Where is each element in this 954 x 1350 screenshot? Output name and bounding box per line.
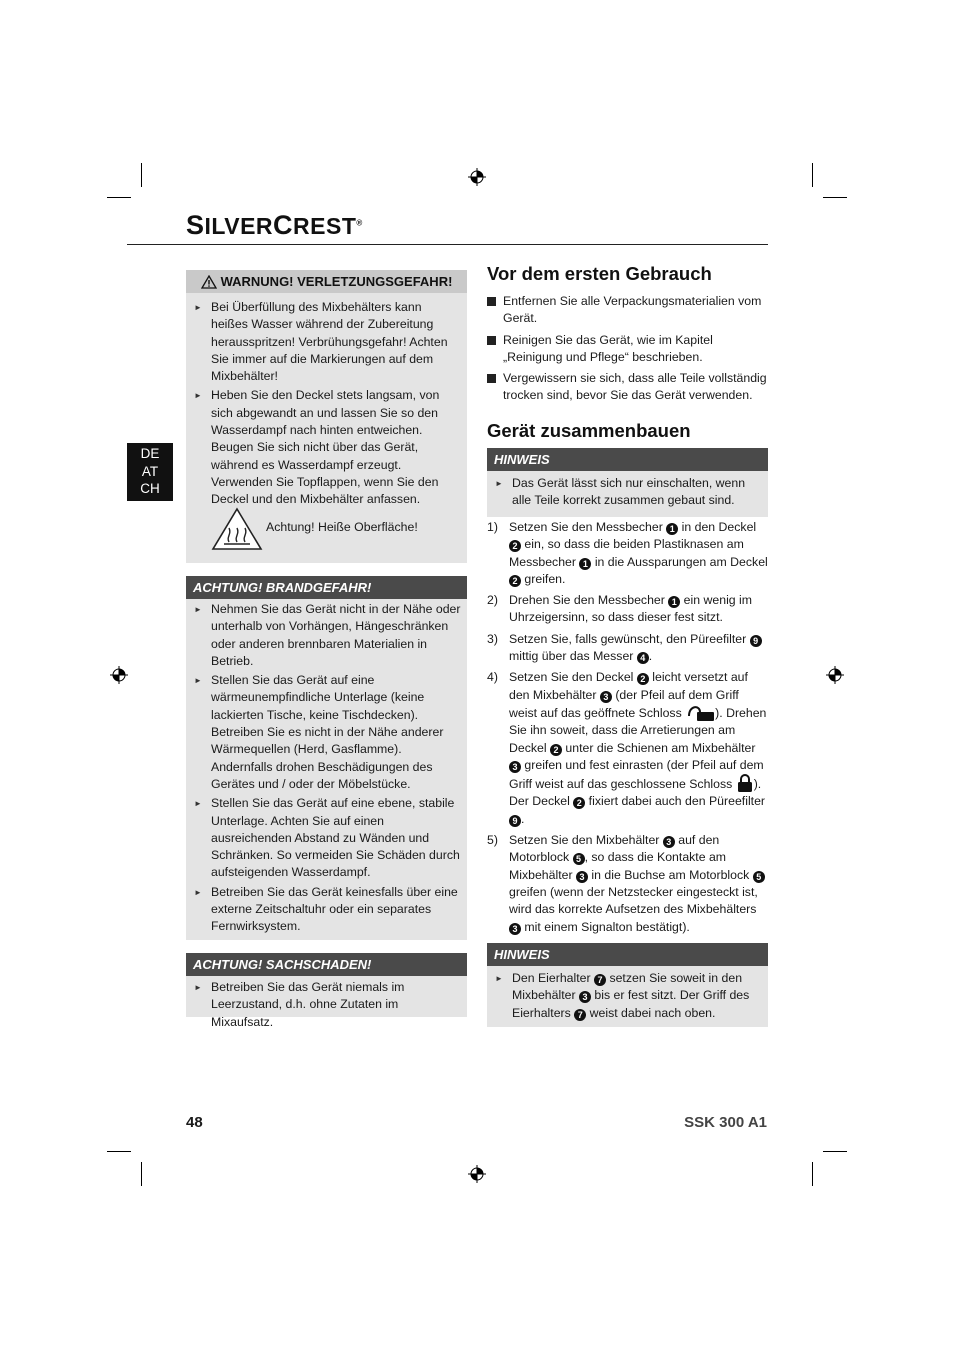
crop-mark: [823, 197, 847, 198]
hot-surface-notice: Achtung! Heiße Oberfläche!: [210, 506, 264, 552]
part-number-badge: 9: [509, 815, 521, 827]
part-number-badge: 1: [668, 596, 680, 608]
part-number-badge: 5: [753, 871, 765, 883]
registration-mark-icon: [468, 1165, 486, 1183]
header-rule: [127, 244, 768, 245]
part-number-badge: 1: [579, 558, 591, 570]
list-item: ► Den Eierhalter 7 setzen Sie soweit in den Mixbehälter 3 bis er fest sitzt. Der Griff des Eierhalters 7 weist dabei nach oben.: [487, 970, 762, 1022]
part-number-badge: 7: [574, 1009, 586, 1021]
crop-mark: [823, 1151, 847, 1152]
list-item: ► Stellen Sie das Gerät auf eine ebene, stabile Unterlage. Achten Sie auf einen ausreichenden Abstand zu Wänden und Schränken. So vermeiden Sie Schäden durch aufsteigenden Wasserdampf.: [186, 795, 462, 881]
crop-mark: [812, 1162, 813, 1186]
brand-logo: SILVERCREST®: [186, 210, 363, 240]
page-number: 48: [186, 1114, 203, 1131]
assembly-steps: [487, 519, 770, 940]
part-number-badge: 3: [579, 991, 591, 1003]
part-number-badge: 2: [550, 744, 562, 756]
step-number: 3): [487, 631, 498, 646]
crop-mark: [812, 163, 813, 187]
assembly-section: [487, 420, 768, 442]
list-item: ► Betreiben Sie das Gerät niemals im Leerzustand, d.h. ohne Zutaten im Mixaufsatz.: [186, 979, 459, 1031]
section-heading: Gerät zusammenbauen: [487, 420, 691, 441]
part-number-badge: 2: [509, 575, 521, 587]
fire-hazard-header: ACHTUNG! BRANDGEFAHR!: [186, 576, 467, 599]
part-number-badge: 2: [509, 540, 521, 552]
registration-mark-icon: [826, 666, 844, 684]
property-damage-box: [186, 953, 467, 1029]
list-item: Reinigen Sie das Gerät, wie im Kapitel „Reinigung und Pflege“ beschrieben.: [487, 332, 768, 367]
part-number-badge: 4: [637, 652, 649, 664]
crop-mark: [107, 197, 131, 198]
section-heading: Vor dem ersten Gebrauch: [487, 263, 712, 284]
part-number-badge: 3: [663, 836, 675, 848]
assembly-step: 4) Setzen Sie den Deckel 2 leicht versetzt auf den Mixbehälter 3 (der Pfeil auf dem Griff weist auf das geöffnete Schloss ). Drehen Sie ihn soweit, dass die Arretierungen am Deckel 2 unter die Schienen am Mixbehälter 3 greifen und fest einrasten (der Pfeil auf dem Griff weist auf das geschlossene Schloss ). Der Deckel 2 fixiert dabei auch den Püreefilter 9 .: [487, 670, 767, 826]
first-use-section: [487, 263, 768, 409]
part-number-badge: 5: [573, 853, 585, 865]
step-number: 4): [487, 670, 498, 685]
hot-surface-icon: [210, 506, 264, 552]
warning-box: [186, 270, 467, 563]
list-item: ► Heben Sie den Deckel stets langsam, von sich abgewandt an und lassen Sie so den Wasserdampf nach hinten entweichen. Beugen Sie sich nicht über das Gerät, während es Wasserdampf erzeugt. Verwenden Sie Topflappen, wenn Sie den Deckel und den Mixbehälter anfassen.: [186, 387, 461, 508]
language-tab: DE AT CH: [127, 443, 173, 501]
list-item: ► Nehmen Sie das Gerät nicht in der Nähe oder unterhalb von Vorhängen, Hängeschränken oder anderen brennbaren Materialien in Betrieb.: [186, 601, 462, 670]
hint-box: [487, 448, 768, 517]
model-number: SSK 300 A1: [684, 1114, 767, 1131]
hint-header: HINWEIS: [487, 943, 768, 966]
crop-mark: [141, 1162, 142, 1186]
part-number-badge: 1: [666, 523, 678, 535]
part-number-badge: 9: [750, 635, 762, 647]
list-item: ► Betreiben Sie das Gerät keinesfalls über eine externe Zeitschaltuhr oder ein separates Fernwirksystem.: [186, 884, 462, 936]
assembly-step: 1) Setzen Sie den Messbecher 1 in den Deckel 2 ein, so dass die beiden Plastiknasen am Messbecher 1 in die Aussparungen am Deckel 2 greifen.: [487, 520, 768, 586]
part-number-badge: 3: [600, 691, 612, 703]
part-number-badge: 3: [509, 761, 521, 773]
property-damage-header: ACHTUNG! SACHSCHADEN!: [186, 953, 467, 976]
part-number-badge: 2: [637, 673, 649, 685]
lock-open-icon: [685, 704, 715, 721]
list-item: ► Bei Überfüllung des Mixbehälters kann heißes Wasser während der Zubereitung herausspritzen! Verbrühungsgefahr! Achten Sie immer auf die Markierungen auf dem Mixbehälter!: [186, 299, 461, 385]
hint-box: [487, 943, 768, 1027]
crop-mark: [141, 163, 142, 187]
lock-closed-icon: [736, 774, 754, 792]
hint-header: HINWEIS: [487, 448, 768, 471]
registration-mark-icon: [110, 666, 128, 684]
part-number-badge: 7: [594, 974, 606, 986]
list-item: ► Das Gerät lässt sich nur einschalten, wenn alle Teile korrekt zusammen gebaut sind.: [487, 475, 760, 510]
list-item: ► Stellen Sie das Gerät auf eine wärmeunempfindliche Unterlage (keine lackierten Tische, keine Tischdecken). Betreiben Sie es nicht in der Nähe anderer Wärmequellen (Herd, Gasflamme). Andernfalls drohen Beschädigungen des Gerätes und / oder der Möbelstücke.: [186, 672, 462, 793]
part-number-badge: 3: [576, 871, 588, 883]
part-number-badge: 3: [509, 923, 521, 935]
fire-hazard-box: [186, 576, 467, 940]
part-number-badge: 2: [573, 797, 585, 809]
assembly-step: 5) Setzen Sie den Mixbehälter 3 auf den Motorblock 5 , so dass die Kontakte am Mixbehälter 3 in die Buchse am Motorblock 5 greifen (wenn der Netzstecker eingesteckt ist, wird das korrekte Aufsetzen des Mixbehälters 3 mit einem Signalton bestätigt).: [487, 832, 770, 936]
warning-header: WARNUNG! VERLETZUNGSGEFAHR!: [186, 270, 467, 293]
crop-mark: [107, 1151, 131, 1152]
list-item: Vergewissern sie sich, dass alle Teile vollständig trocken sind, bevor Sie das Gerät verwenden.: [487, 370, 768, 405]
step-number: 2): [487, 593, 498, 608]
step-number: 5): [487, 833, 498, 848]
assembly-step: 3) Setzen Sie, falls gewünscht, den Püreefilter 9 mittig über das Messer 4 .: [487, 631, 770, 666]
registration-mark-icon: [468, 168, 486, 186]
assembly-step: 2) Drehen Sie den Messbecher 1 ein wenig im Uhrzeigersinn, so dass dieser fest sitzt.: [487, 593, 753, 625]
list-item: Entfernen Sie alle Verpackungsmaterialien vom Gerät.: [487, 293, 768, 328]
step-number: 1): [487, 520, 498, 534]
warning-triangle-icon: [201, 275, 217, 289]
